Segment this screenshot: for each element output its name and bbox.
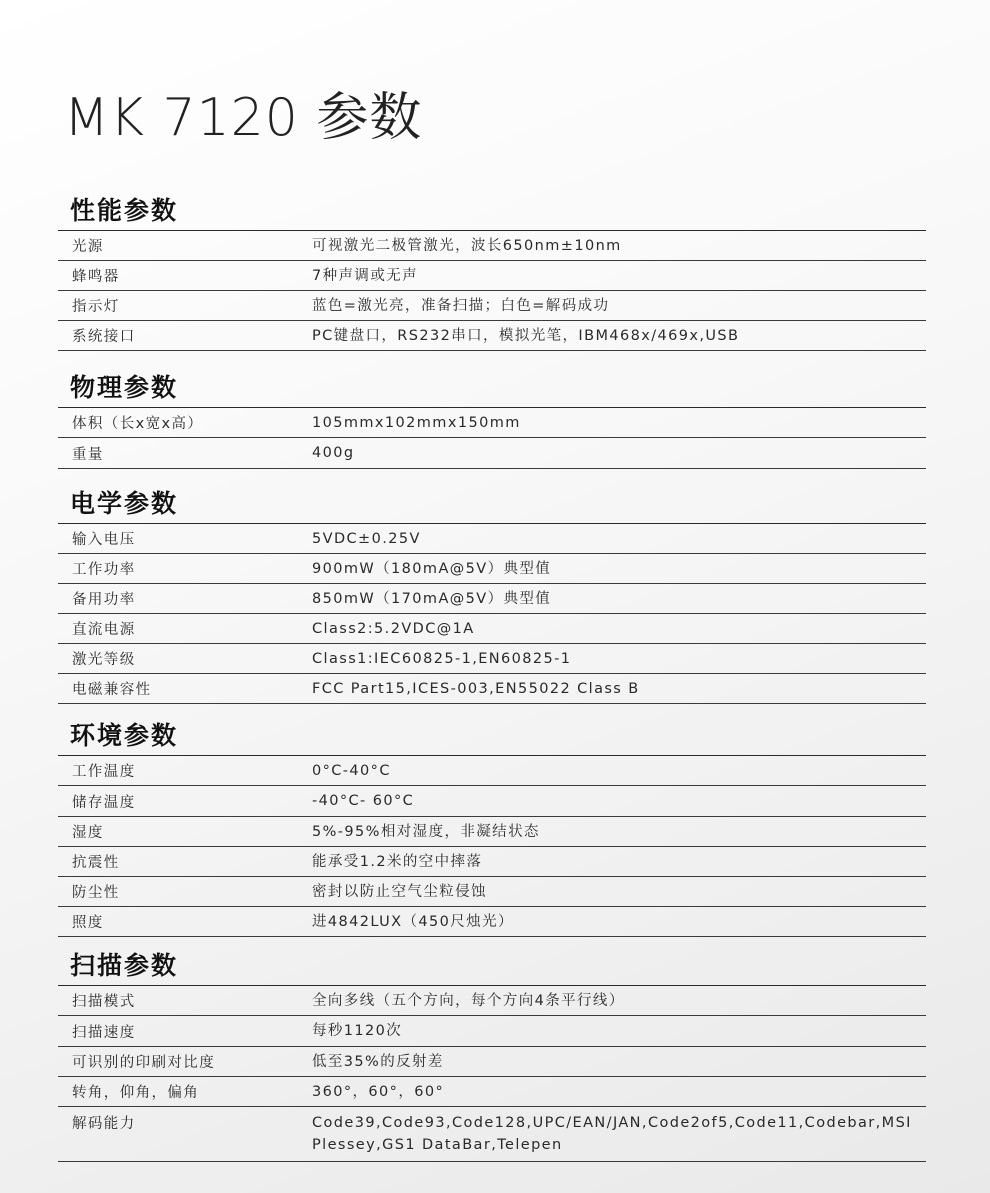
- table-row: [58, 644, 926, 674]
- row-value: 进4842LUX（450尺烛光）: [312, 913, 514, 930]
- table-row: [58, 674, 926, 704]
- row-value: 400g: [312, 445, 355, 461]
- row-label: 扫描速度: [72, 1024, 136, 1041]
- row-label: 指示灯: [72, 299, 120, 315]
- row-label: 储存温度: [72, 794, 136, 811]
- row-value: 360°，60°，60°: [312, 1083, 445, 1100]
- row-value: 5VDC±0.25V: [312, 530, 421, 547]
- table-row: [58, 986, 926, 1016]
- row-value: 105mmx102mmx150mm: [312, 414, 521, 431]
- page-title: MK 7120 参数: [64, 88, 423, 148]
- table-row: [58, 1047, 926, 1077]
- table-row: [58, 847, 926, 877]
- section-environmental: [58, 716, 926, 937]
- row-value: PC键盘口，RS232串口，模拟光笔，IBM468x/469x,USB: [312, 327, 740, 344]
- row-label: 直流电源: [72, 622, 136, 638]
- row-label: 电磁兼容性: [72, 682, 152, 698]
- row-value: 0°C-40°C: [312, 762, 391, 779]
- section-heading: 环境参数: [58, 716, 926, 756]
- row-value: 能承受1.2米的空中摔落: [312, 853, 483, 870]
- row-value: 7种声调或无声: [312, 267, 419, 284]
- row-label: 湿度: [72, 825, 104, 841]
- row-label: 蜂鸣器: [72, 269, 120, 285]
- row-value: 5%-95%相对湿度，非凝结状态: [312, 823, 540, 840]
- row-value: 可视激光二极管激光，波长650nm±10nm: [312, 237, 622, 254]
- table-row: [58, 907, 926, 937]
- table-row: [58, 1077, 926, 1107]
- table-row: [58, 1016, 926, 1047]
- table-row: [58, 786, 926, 817]
- row-label: 工作功率: [72, 562, 136, 578]
- row-label: 可识别的印刷对比度: [72, 1055, 216, 1071]
- table-row: [58, 877, 926, 907]
- section-performance: [58, 191, 926, 351]
- table-row: [58, 231, 926, 261]
- row-value: Class1:IEC60825-1,EN60825-1: [312, 650, 572, 667]
- table-row: [58, 261, 926, 291]
- table-row: [58, 614, 926, 644]
- row-label: 体积（长x宽x高）: [72, 416, 204, 432]
- table-row: [58, 554, 926, 584]
- row-label: 重量: [72, 446, 104, 463]
- section-heading: 扫描参数: [58, 946, 926, 986]
- section-scanning: [58, 946, 926, 1162]
- table-row: [58, 408, 926, 438]
- row-value: 850mW（170mA@5V）典型值: [312, 590, 552, 607]
- table-row: [58, 756, 926, 786]
- row-value: 全向多线（五个方向，每个方向4条平行线）: [312, 992, 625, 1009]
- section-heading: 电学参数: [58, 484, 926, 524]
- row-label: 转角，仰角，偏角: [72, 1085, 200, 1101]
- table-row: [58, 321, 926, 351]
- row-label: 扫描模式: [72, 994, 136, 1010]
- row-value: 每秒1120次: [312, 1023, 403, 1039]
- section-electrical: [58, 484, 926, 704]
- row-value: Code39,Code93,Code128,UPC/EAN/JAN,Code2of5,Code11,Codebar,MSI Plessey,GS1 DataBar,Telepen: [312, 1115, 912, 1153]
- row-value: -40°C- 60°C: [312, 793, 415, 809]
- row-label: 抗震性: [72, 855, 120, 871]
- table-row: [58, 817, 926, 847]
- table-row: [58, 584, 926, 614]
- row-label: 光源: [72, 239, 104, 255]
- row-label: 照度: [72, 915, 104, 931]
- row-value: 密封以防止空气尘粒侵蚀: [312, 883, 487, 900]
- row-value: 低至35%的反射差: [312, 1053, 444, 1070]
- row-value: 蓝色=激光亮，准备扫描；白色=解码成功: [312, 297, 610, 314]
- row-value: FCC Part15,ICES-003,EN55022 Class B: [312, 680, 640, 697]
- section-heading: 物理参数: [58, 368, 926, 408]
- section-heading: 性能参数: [58, 191, 926, 231]
- row-label: 激光等级: [72, 652, 136, 668]
- row-label: 输入电压: [72, 532, 136, 548]
- table-row: [58, 524, 926, 554]
- row-label: 备用功率: [72, 592, 136, 608]
- row-label: 系统接口: [72, 329, 136, 345]
- section-physical: [58, 368, 926, 469]
- table-row: [58, 438, 926, 469]
- row-label: 防尘性: [72, 885, 120, 901]
- row-label: 工作温度: [72, 764, 136, 780]
- row-label: 解码能力: [72, 1116, 136, 1132]
- row-value: Class2:5.2VDC@1A: [312, 620, 475, 637]
- table-row: [58, 291, 926, 321]
- row-value: 900mW（180mA@5V）典型值: [312, 560, 552, 577]
- table-row: [58, 1107, 926, 1162]
